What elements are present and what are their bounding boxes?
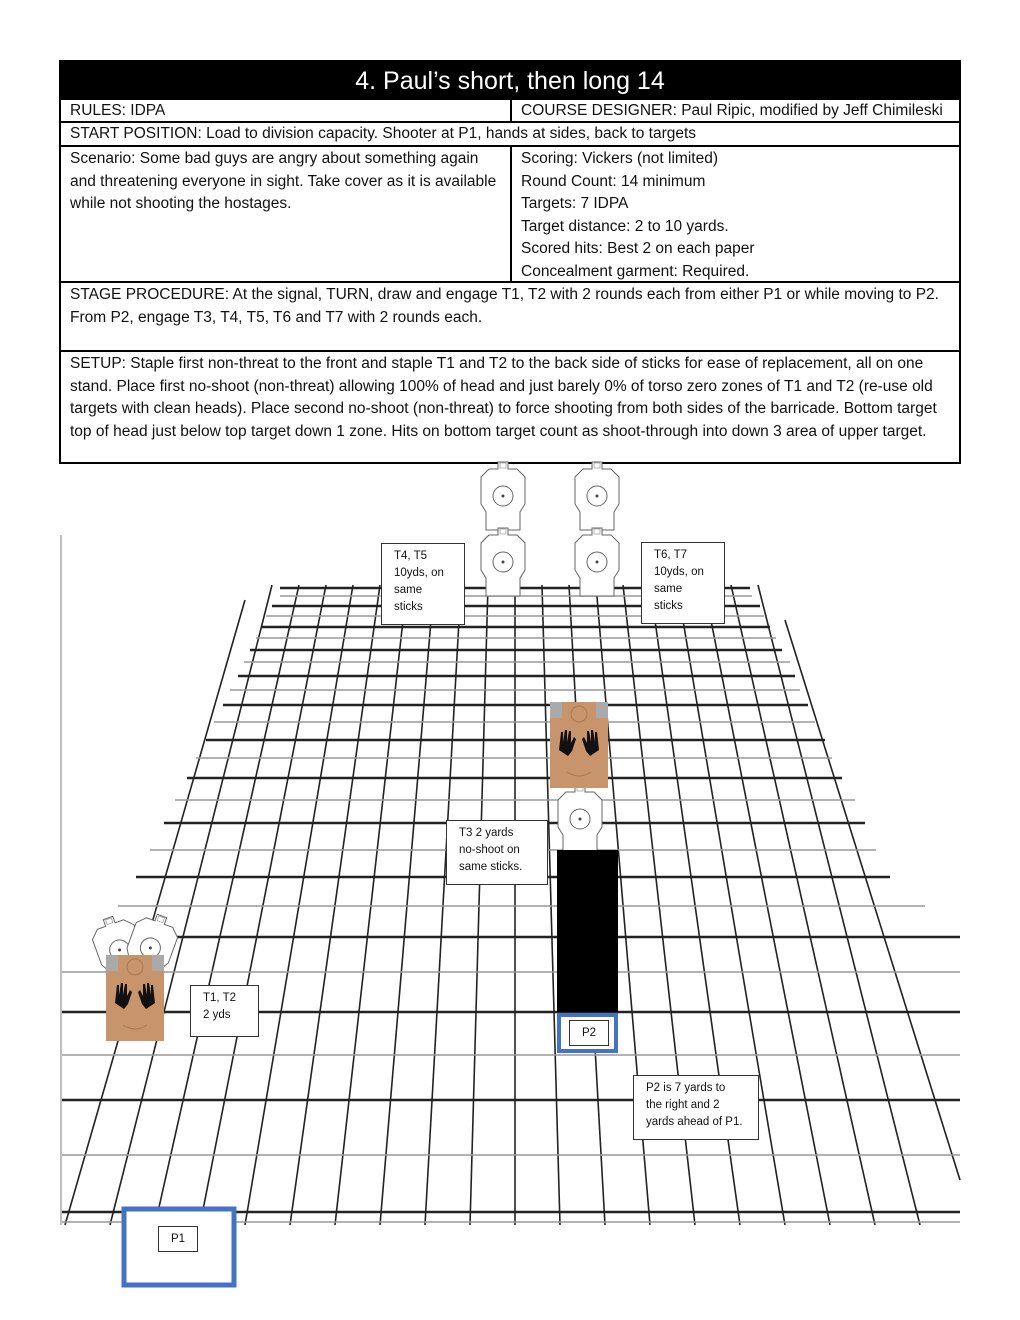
label-t4-t5 bbox=[381, 543, 465, 625]
round-count-line: Round Count: 14 minimum bbox=[521, 172, 706, 190]
scored-hits-line: Scored hits: Best 2 on each paper bbox=[521, 240, 755, 257]
label-line: 2 yds bbox=[203, 1009, 231, 1021]
course-designer-cell: COURSE DESIGNER: Paul Ripic, modified by Jeff Chimileski bbox=[510, 100, 959, 121]
p2-label: P2 bbox=[569, 1020, 609, 1046]
scenario-cell: Scenario: Some bad guys are angry about something again and threatening everyone in sight. Take cover as it is available while not shooting the hostages. bbox=[70, 150, 497, 212]
target-t4-t5 bbox=[481, 462, 525, 596]
label-line: yards ahead of P1. bbox=[646, 1116, 743, 1128]
concealment-line: Concealment garment: Required. bbox=[521, 262, 750, 280]
targets-line: Targets: 7 IDPA bbox=[521, 195, 629, 212]
label-line: T6, T7 bbox=[654, 549, 688, 561]
label-line: no-shoot on bbox=[459, 844, 520, 856]
label-p2-note bbox=[633, 1075, 759, 1140]
p1-label: P1 bbox=[158, 1226, 198, 1252]
label-line: T4, T5 bbox=[394, 550, 428, 562]
label-line: same sticks. bbox=[459, 861, 523, 873]
label-line: same bbox=[394, 584, 423, 596]
target-distance-line: Target distance: 2 to 10 yards. bbox=[521, 217, 729, 235]
rules-cell: RULES: IDPA bbox=[70, 102, 166, 119]
label-line: 10yds, on bbox=[654, 566, 704, 578]
barricade bbox=[557, 850, 618, 1012]
label-line: T3 2 yards bbox=[459, 827, 514, 839]
label-line: same bbox=[654, 583, 683, 595]
label-line: sticks bbox=[394, 601, 423, 613]
label-line: P2 is 7 yards to bbox=[646, 1082, 726, 1094]
label-line: the right and 2 bbox=[646, 1099, 720, 1111]
scoring-line: Scoring: Vickers (not limited) bbox=[521, 150, 718, 167]
target-t6-t7 bbox=[575, 462, 619, 596]
start-position-cell: START POSITION: Load to division capacity. Shooter at P1, hands at sides, back to targets bbox=[70, 125, 697, 142]
t3-no-shoot bbox=[550, 702, 608, 788]
stage-procedure-cell: STAGE PROCEDURE: At the signal, TURN, draw and engage T1, T2 with 2 rounds each from either P1 or while moving to P2. From P2, engage T3, T4, T5, T6 and T7 with 2 rounds each. bbox=[70, 286, 939, 326]
label-line: T1, T2 bbox=[203, 992, 237, 1004]
label-t6-t7 bbox=[641, 542, 725, 624]
setup-cell: SETUP: Staple first non-threat to the front and staple T1 and T2 to the back side of sticks for ease of replacement, all on one stand. Place first no-shoot (non-threat) allowing 100% of head and just barely 0% of torso zero zones of T1 and T2 (re-use old targets with clean heads). Place second no-shoot (non-threat) to force shooting from both sides of the barricade. Bottom target top of head just below top target down 1 zone. Hits on bottom target count as shoot-through into down 3 area of upper target. bbox=[70, 355, 937, 440]
label-t3 bbox=[446, 820, 548, 885]
t1-t2-no-shoot bbox=[106, 955, 164, 1041]
label-line: sticks bbox=[654, 600, 683, 612]
label-t1-t2 bbox=[190, 985, 259, 1037]
label-line: 10yds, on bbox=[394, 567, 444, 579]
target-t3 bbox=[558, 785, 602, 853]
stage-title: 4. Paul’s short, then long 14 bbox=[61, 62, 959, 98]
